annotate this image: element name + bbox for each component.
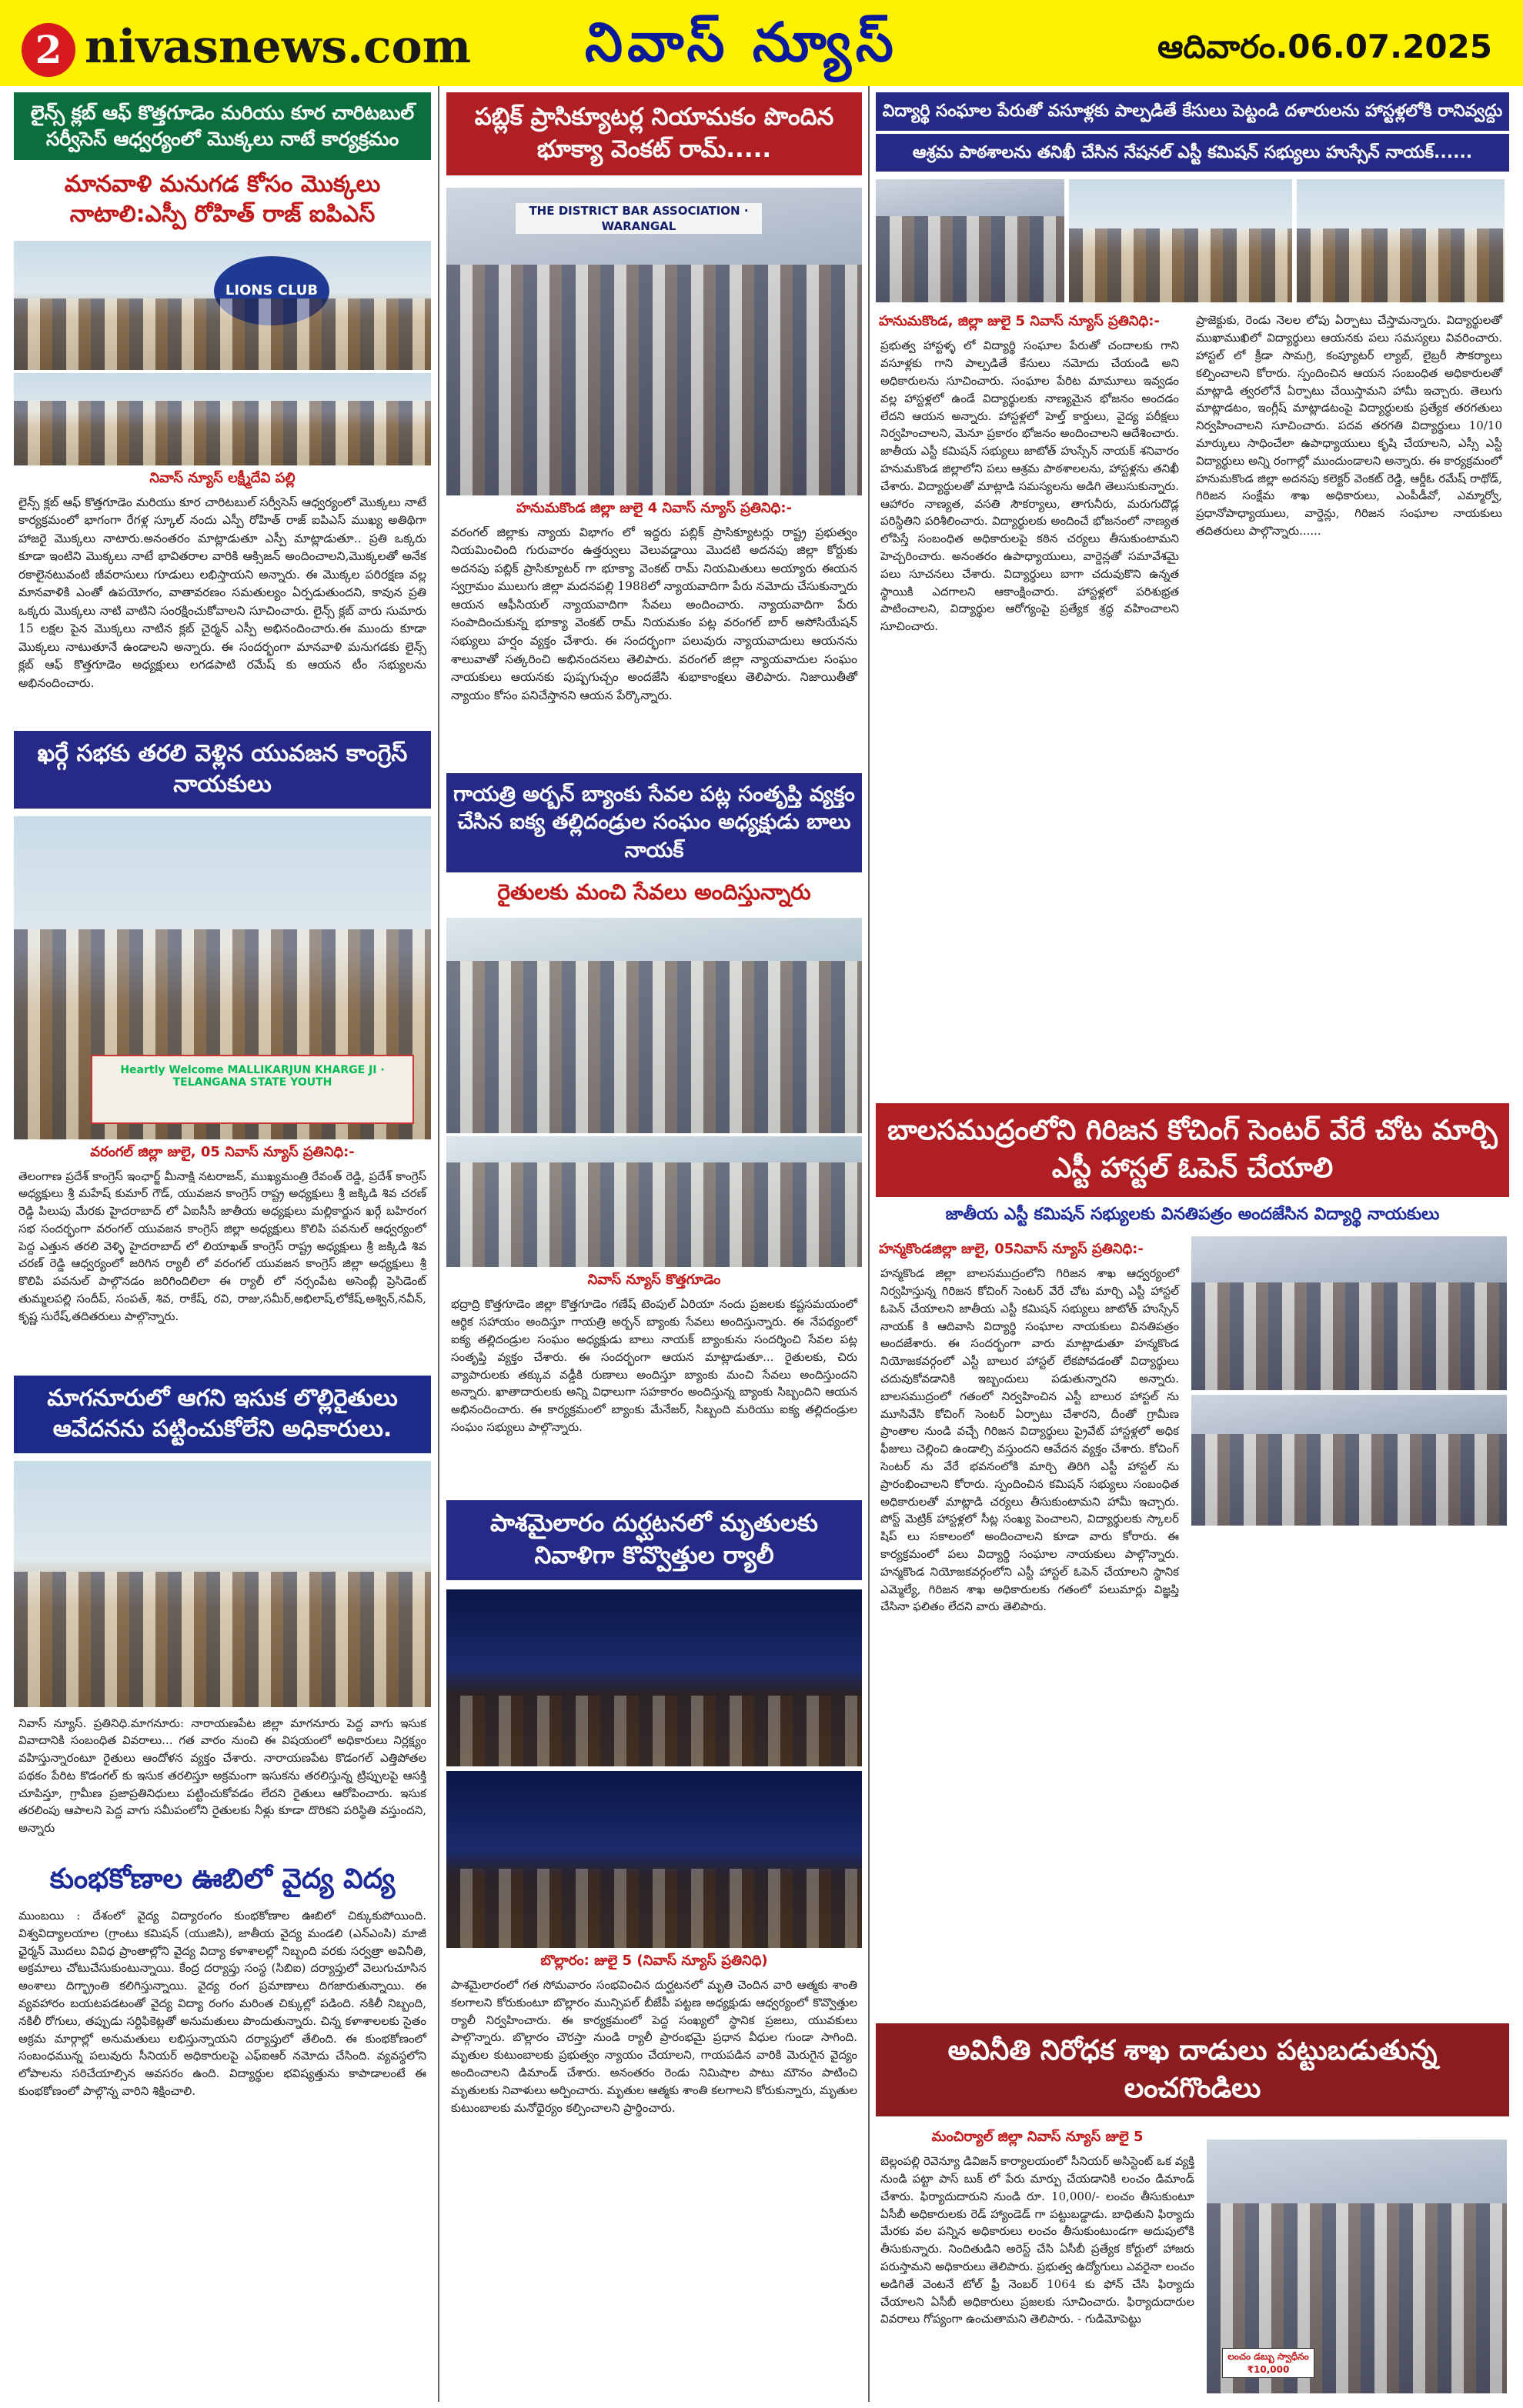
rally-photo-2 xyxy=(446,1771,862,1948)
page-number: 2 xyxy=(22,23,75,77)
acb-photo xyxy=(1207,2140,1507,2393)
rally-headline: పాశమైలారం దుర్ఘటనలో మృతులకు నివాళిగా కొవ్వొత్తుల ర్యాలీ xyxy=(446,1500,862,1580)
website-name: nivasnews.com xyxy=(85,20,472,74)
sand-photo xyxy=(14,1461,431,1707)
coaching-dateline: హన్మకొండజిల్లా జులై, 05నివాస్ న్యూస్ ప్రతినిధి:- xyxy=(879,1241,1144,1258)
hostel-headline-1: విద్యార్థి సంఘాల పేరుతో వసూళ్లకు పాల్పడితే కేసులు పెట్టండి దళారులను హాస్టళ్లలోకి రానివ్వద్దు xyxy=(876,92,1509,131)
coaching-body: హన్మకొండ జిల్లా బాలసముద్రంలోని గిరిజన శాఖ ఆధ్వర్యంలో నిర్వహిస్తున్న గిరిజన కోచింగ్ సెంటర్ వేరే చోట మార్చి ఎస్టీ హాస్టల్ ఓపెన్ చేయాలని జాతీయ ఎస్టీ కమిషన్ సభ్యులు జాటోత్ హుస్సేన్ నాయక్ కి ఆదివాసి విద్యార్థి సంఘాల నాయకులు వినతిపత్రం అందజేశారు. ఈ సందర్భంగా వారు మాట్లాడుతూ హన్మకొండ నియోజకవర్గంలో ఎస్టీ బాలుర హాస్టల్ లేకపోవడంతో విద్యార్థులు చదువుకోవడానికి ఇబ్బందులు పడుతున్నారని అన్నారు. బాలసముద్రంలో గతంలో నిర్వహించిన ఎస్టీ బాలుర హాస్టల్ ను మూసివేసి కోచింగ్ సెంటర్ ఏర్పాటు చేశారని, దీంతో గ్రామీణ ప్రాంతాల నుండి వచ్చే గిరిజన విద్యార్థులు ప్రైవేట్ హాస్టళ్లలో అధిక ఫీజులు చెల్లించి ఉండాల్సి వస్తుందని ఆవేదన వ్యక్తం చేశారు. కోచింగ్ సెంటర్ ను వేరే భవనంలోకి మార్చి తిరిగి ఎస్టీ హాస్టల్ ను ప్రారంభించాలని కోరారు. స్పందించిన కమిషన్ సభ్యులు సంబంధిత అధికారులతో మాట్లాడి చర్యలు తీసుకుంటామని హామీ ఇచ్చారు. పోస్ట్ మెట్రిక్ హాస్టళ్లలో సీట్ల సంఖ్య పెంచాలని, విద్యార్థులకు స్కాలర్ షిప్ లు సకాలంలో అందించాలని కూడా వారు కోరారు. ఈ కార్యక్రమంలో పలు విద్యార్థి సంఘాల నాయకులు పాల్గొన్నారు. హన్మకొండ నియోజకవర్గంలోని ఎస్టీ హాస్టల్ ఓపెన్ చేయాలని స్థానిక ఎమ్మెల్యే, గిరిజన శాఖ అధికారులకు గతంలో పలుమార్లు విజ్ఞప్తి చేసినా ఫలితం లేదని వారు తెలిపారు. xyxy=(880,1266,1180,1614)
hostel-photo-2 xyxy=(1069,179,1292,302)
rally-body: పాశమైలారంలో గత సోమవారం సంభవించిన దుర్ఘటనలో మృతి చెందిన వారి ఆత్మకు శాంతి కలగాలని కోరుకుంటూ బొల్లారం మున్సిపల్ బీజేపీ పట్టణ అధ్యక్షుడు ఆధ్వర్యంలో కొవ్వొత్తుల ర్యాలీ నిర్వహించారు. ఈ కార్యక్రమంలో పెద్ద సంఖ్యలో స్థానిక ప్రజలు, యువకులు పాల్గొన్నారు. బొల్లారం చౌరస్తా నుండి ర్యాలీ ప్రారంభమై ప్రధాన వీధుల గుండా సాగింది. మృతుల కుటుంబాలకు ప్రభుత్వం న్యాయం చేయాలని, గాయపడిన వారికి మెరుగైన వైద్యం అందించాలని డిమాండ్ చేశారు. అనంతరం రెండు నిమిషాల పాటు మౌనం పాటించి మృతులకు నివాళులు అర్పించారు. మృతుల ఆత్మకు శాంతి కలగాలని కోరుకున్నారు, మృతుల కుటుంబాలకు మనోధైర్యం కల్పించాలని ప్రార్థించారు. xyxy=(451,1978,857,2115)
lions-headline: లైన్స్ క్లబ్ ఆఫ్ కొత్తగూడెం మరియు కూర చారిటబుల్ సర్వీసెస్ ఆధ్వర్యంలో మొక్కలు నాటే కార్యక్రమం xyxy=(14,92,431,160)
hostel-body-left: ప్రభుత్వ హాస్టళ్ళ లో విద్యార్థి సంఘాల పేరుతో చందాలకు గాని వసూళ్లకు గాని పాల్పడితే కేసులు నమోదు చేయండి అని అధికారులను సూచించారు. సంఘాల పేరిట మామూలు ఇవ్వడం వల్ల హాస్టళ్లలో ఉండే విద్యార్థులకు నాణ్యమైన భోజనం అందడం లేదని ఆయన అన్నారు. హాస్టళ్లలో హెల్త్ కార్డులు, వైద్య పరీక్షలు నిర్వహించాలని, మెనూ ప్రకారం భోజనం అందించాలని ఆదేశించారు. జాతీయ ఎస్టీ కమిషన్ సభ్యులు జాటోత్ హుస్సేన్ నాయక్ శనివారం హనుమకొండ జిల్లాలోని పలు ఆశ్రమ పాఠశాలలను, హాస్టళ్లను తనిఖీ చేశారు. విద్యార్థులతో మాట్లాడి సమస్యలను అడిగి తెలుసుకున్నారు. ఆహారం నాణ్యత, వసతి సౌకర్యాలు, తాగునీరు, మరుగుదొడ్ల పరిస్థితిని పరిశీలించారు. విద్యార్థులకు అందించే భోజనంలో నాణ్యత లోపిస్తే సంబంధిత అధికారులపై కఠిన చర్యలు తీసుకుంటామని హెచ్చరించారు. అనంతరం ఉపాధ్యాయులు, వార్డెన్లతో సమావేశమై పలు సూచనలు చేశారు. విద్యార్థులు బాగా చదువుకొని ఉన్నత స్థాయికి ఎదగాలని ఆకాంక్షించారు. హాస్టళ్లలో పరిశుభ్రత పాటించాలని, విద్యార్థుల ఆరోగ్యంపై ప్రత్యేక శ్రద్ధ వహించాలని సూచించారు. xyxy=(880,339,1179,634)
prosecutor-dateline: హనుమకొండ జిల్లా జులై 4 నివాస్ న్యూస్ ప్రతినిధి:- xyxy=(516,499,793,516)
column-middle xyxy=(446,86,862,2402)
lions-photo-2 xyxy=(14,373,431,465)
gayatri-headline: గాయత్రి అర్బన్ బ్యాంకు సేవల పట్ల సంతృప్తి వ్యక్తం చేసిన ఐక్య తల్లిదండ్రుల సంఘం అధ్యక్షుడు బాలు నాయక్ xyxy=(446,773,862,872)
acb-headline: అవినీతి నిరోధక శాఖ దాడులు పట్టుబడుతున్న లంచగొండిలు xyxy=(876,2023,1509,2116)
lions-photo-banner: LIONS CLUB xyxy=(214,256,329,325)
sand-dateline: నివాస్ న్యూస్. ప్రతినిధి.మాగనూరు: xyxy=(18,1716,185,1730)
gayatri-subhead: రైతులకు మంచి సేవలు అందిస్తున్నారు xyxy=(446,872,862,915)
hostel-photo-3 xyxy=(1297,179,1505,302)
kharge-dateline: వరంగల్ జిల్లా జులై, 05 నివాస్ న్యూస్ ప్రతినిధి:- xyxy=(90,1143,355,1160)
hostel-photo-1 xyxy=(876,179,1064,302)
lions-dateline: నివాస్ న్యూస్ లక్ష్మీదేవి పల్లి xyxy=(149,469,296,486)
lions-body: లైన్స్ క్లబ్ ఆఫ్ కొత్తగూడెం మరియు కూర చారిటబుల్ సర్వీసెస్ ఆధ్వర్యంలో మొక్కలు నాటే కార్యక్రమంలో భాగంగా రేగళ్ల స్కూల్ నందు ఎస్పీ రోహిత్ రాజ్ ఐపిఎస్ ముఖ్య అతిథిగా హాజరై మొక్కలు నాటారు.అనంతరం మాట్లాడుతూ ఎస్పీ మాట్లాడుతూ.. ప్రతి ఒక్కరు కూడా ఇంటిని మొక్కలు నాటే భావితరాల వారికి ఆక్సిజన్ అందించాలని,మొక్కలతో అనేక రకాలైనటువంటి జీవరాసులు గూడులు లభిస్తాయని అన్నారు. ఈ మొక్కల పరిరక్షణ వల్ల మానవాళికి ఎంతో ఉపయోగం, వాతావరణం సమతుల్యం ఏర్పడుతుందని, కావున ప్రతి ఒక్కరు మొక్కలు నాటి వాటిని సంరక్షించుకోవాలని సూచించారు. లైన్స్ క్లబ్ వారు సుమారు 15 లక్షల పైన మొక్కలు నాటిన క్లబ్ చైర్మన్ ఎస్పీ అభినందించారు.ఈ ముందు కూడా మొక్కలు నాటుతూనే ఉండాలని అన్నారు. ఈ సందర్భంగా మానవాళి మనుగడకు లైన్స్ క్లబ్ ఆఫ్ కొత్తగూడెం అధ్యక్షులు లగడపాటి రమేష్ కు ఆయన టీం సభ్యులను అభినందించారు. xyxy=(18,495,426,690)
acb-dateline: మంచిర్యాల్ జిల్లా నివాస్ న్యూస్ జులై 5 xyxy=(931,2129,1144,2146)
sand-headline: మాగనూరులో ఆగని ఇసుక లొల్లిరైతులు ఆవేదనను పట్టించుకోలేని అధికారులు. xyxy=(14,1376,431,1453)
kharge-headline: ఖర్గే సభకు తరలి వెళ్లిన యువజన కాంగ్రెస్ నాయకులు xyxy=(14,731,431,809)
column-left xyxy=(14,86,431,2402)
kumbh-headline: కుంభకోణాల ఊబిలో వైద్య విద్య xyxy=(14,1855,431,1905)
kharge-body: తెలంగాణ ప్రదేశ్ కాంగ్రెస్ ఇంఛార్జ్ మీనాక్షి నటరాజన్, ముఖ్యమంత్రి రేవంత్ రెడ్డి, ప్రదేశ్ కాంగ్రెస్ అధ్యక్షులు శ్రీ మహేష్ కుమార్ గౌడ్, యువజన కాంగ్రెస్ రాష్ట్ర అధ్యక్షులు శ్రీ జక్కిడి శివ చరణ్ రెడ్డి పిలుపు మేరకు హైదరాబాద్ లో ఏఐసీసీ జాతీయ అధ్యక్షులు మల్లికార్జున ఖర్గే బహిరంగ సభ సందర్భంగా వరంగల్ యువజన కాంగ్రెస్ జిల్లా అధ్యక్షులు కొలిపి పవనుల్ ఆధ్వర్యంలో పెద్ద ఎత్తున తరలి వెళ్ళి హైదరాబాద్ లో లియాఖత్ కాంగ్రెస్ రాష్ట్ర అధ్యక్షులు శ్రీ జక్కిడి శివ చరణ్ రెడ్డి ఆధ్వర్యంలో జరిగిన ర్యాలీ లో వరంగల్ యువజన కాంగ్రెస్ జిల్లా అధ్యక్షులు శ్రీ కొలిపి పవనుల్ పాల్గొనడం జరిగిందిలిలా ఈ ర్యాలీ లో నర్సంపేట అసెంబ్లీ ప్రెసిడెంట్ తుమ్మలపల్లి సందీప్, సంపత్, శివ, రాకేష్, రవి, రాజు,సమీర్,అభిలాష్,లోకేష్,అశ్విన్,నవీన్, కృష్ణ సురేష్,తదితరులు పాల్గొన్నారు. xyxy=(18,1169,426,1323)
lions-subhead: మానవాళి మనుగడ కోసం మొక్కలు నాటాలి:ఎస్పీ రోహిత్ రాజ్ ఐపిఎస్ xyxy=(14,163,431,238)
coaching-subhead: జాతీయ ఎస్టీ కమిషన్ సభ్యులకు వినతిపత్రం అందజేసిన విద్యార్థి నాయకులు xyxy=(876,1197,1509,1232)
hostel-body-right: ప్రాజెక్టుకు, రెండు నెలల లోపు ఏర్పాటు చేస్తామన్నారు. విద్యార్థులతో ముఖాముఖిలో విద్యార్థులు ఆయనకు పలు సమస్యలు వివరించారు. హాస్టల్ లో క్రీడా సామగ్రి, కంప్యూటర్ ల్యాబ్, లైబ్రరీ సౌకర్యాలు కల్పించాలని కోరారు. స్పందించిన ఆయన సంబంధిత అధికారులతో మాట్లాడి త్వరలోనే ఏర్పాటు చేయిస్తామని హామీ ఇచ్చారు. తెలుగు మాట్లాడటం, ఇంగ్లీష్ మాట్లాడటంపై విద్యార్థులకు ప్రత్యేక తరగతులు నిర్వహించాలని సూచించారు. పదవ తరగతి విద్యార్థులు 10/10 మార్కులు సాధించేలా ఉపాధ్యాయులు కృషి చేయాలని, ఎస్సీ ఎస్టీ విద్యార్థులు అన్ని రంగాల్లో ముందుండాలని అన్నారు. ఈ కార్యక్రమంలో హనుమకొండ జిల్లా అదనపు కలెక్టర్ వెంకట్ రెడ్డి, ఆర్డీఓ రమేష్ రాథోడ్, గిరిజన సంక్షేమ శాఖ అధికారులు, ఎంపీడీవో, ఎమ్మార్వో, ప్రధానోపాధ్యాయులు, వార్డెన్లు, గిరిజన సంఘాల నాయకులు తదితరులు పాల్గొన్నారు...... xyxy=(1196,313,1502,538)
acb-photo-caption: లంచం డబ్బు స్వాధీనం ₹10,000 xyxy=(1222,2348,1314,2378)
prosecutor-headline: పబ్లిక్ ప్రాసిక్యూటర్ల నియామకం పొందిన భూక్యా వెంకట్ రామ్..... xyxy=(446,92,862,175)
masthead xyxy=(0,0,1523,86)
kharge-photo-banner: Heartly Welcome MALLIKARJUN KHARGE JI · TELANGANA STATE YOUTH xyxy=(91,1055,414,1124)
coaching-photo-2 xyxy=(1191,1395,1507,1526)
prosecutor-photo xyxy=(446,188,862,495)
column-divider xyxy=(438,86,439,2402)
acb-section xyxy=(876,2023,1509,2400)
column-divider xyxy=(868,86,870,2402)
gayatri-photo-1 xyxy=(446,918,862,1133)
gayatri-dateline: నివాస్ న్యూస్ కొత్తగూడెం xyxy=(587,1272,721,1289)
prosecutor-photo-banner: THE DISTRICT BAR ASSOCIATION · WARANGAL xyxy=(516,203,762,234)
paper-name: నివాస్ న్యూస్ xyxy=(585,11,898,74)
rally-dateline: బొల్లారం: జులై 5 (నివాస్ న్యూస్ ప్రతినిధి) xyxy=(540,1953,768,1969)
acb-body: బెల్లంపల్లి రెవెన్యూ డివిజన్ కార్యాలయంలో సీనియర్ అసిస్టెంట్ ఒక వ్యక్తి నుండి పట్టా పాస్ బుక్ లో పేరు మార్పు చేయడానికి లంచం డిమాండ్ చేశారు. ఫిర్యాదుదారుని నుండి రూ. 10,000/- లంచం తీసుకుంటూ ఏసీబీ అధికారులకు రెడ్ హ్యాండెడ్ గా పట్టుబడ్డాడు. బాధితుని ఫిర్యాదు మేరకు వల పన్నిన అధికారులు లంచం తీసుకుంటుండగా అదుపులోకి తీసుకున్నారు. నిందితుడిని అరెస్ట్ చేసి ఏసీబీ ప్రత్యేక కోర్టులో హాజరు పరుస్తామని అధికారులు తెలిపారు. ప్రభుత్వ ఉద్యోగులు ఎవరైనా లంచం అడిగితే వెంటనే టోల్ ఫ్రీ నెంబర్ 1064 కు ఫోన్ చేసి ఫిర్యాదు చేయాలని ఏసీబీ అధికారులు ప్రజలకు సూచించారు. ఫిర్యాదుదారుల వివరాలు గోప్యంగా ఉంచుతామని తెలిపారు. - గుడిమోపెట్టు xyxy=(880,2154,1194,2326)
kumbh-body: ముంబయి : దేశంలో వైద్య విద్యారంగం కుంభకోణాల ఊబిలో చిక్కుకుపోయింది. విశ్వవిద్యాలయాల (గ్రాంటు కమిషన్ (యుజిసి), జాతీయ వైద్య మండలి (ఎన్ఎంసి) మాజీ ఛైర్మన్ మొదలు వివిధ ప్రాంతాల్లోని వైద్య విద్యా కళాశాలల్లో నిబ్బంది వరకు సర్వత్రా అవినీతి, అక్రమాలు చోటుచేసుకుంటున్నాయి. కేంద్ర దర్యాప్తు సంస్థ (సిబిఐ) దర్యాప్తులో వెలుగుచూసిన అంశాలు దిగ్భ్రాంతి కలిగిస్తున్నాయి. వైద్య రంగ ప్రమాణాలు దిగజారుతున్నాయి. ఈ వ్యవహారం బయటపడటంతో వైద్య విద్యా రంగం మరింత చిక్కుల్లో పడింది. నకిలీ నిబ్బంది, నకిలీ రోగులు, తప్పుడు సర్టిఫికెట్లతో అనుమతులు పొందుతున్నారు. చిన్న కళాశాలలకు సైతం అక్రమ మార్గాల్లో అనుమతులు లభిస్తున్నాయని దర్యాప్తులో తేలింది. ఈ కుంభకోణంలో సంబంధమున్న పలువురు సీనియర్ అధికారులపై ఎఫ్ఐఆర్ నమోదు చేసింది. వ్యవస్థలోని లోపాలను సరిచేయాల్సిన అవసరం ఉంది. విద్యార్థుల భవిష్యత్తును కాపాడాలంటే ఈ కుంభకోణంలో పాల్గొన్న వారిని శిక్షించాలి. xyxy=(18,1909,426,2099)
coaching-headline: బాలసముద్రంలోని గిరిజన కోచింగ్ సెంటర్ వేరే చోట మార్చి ఎస్టీ హాస్టల్ ఓపెన్ చేయాలి xyxy=(876,1103,1509,1196)
lions-photo-1 xyxy=(14,241,431,370)
prosecutor-body: వరంగల్ జిల్లాకు న్యాయ విభాగం లో ఇద్దరు పబ్లిక్ ప్రాసిక్యూటర్లు రాష్ట్ర ప్రభుత్వం నియమించింది గురువారం ఉత్తర్వులు వెలువడ్డాయి మొదటి అదనపు జిల్లా కోర్టుకు అదనపు పబ్లిక్ ప్రాసిక్యూటర్ గా భూక్యా వెంకట్ రామ్ నియమితులు అయ్యారు ఈయన స్వగ్రామం ములుగు జిల్లా మదనపల్లి 1988లో న్యాయవాదిగా పేరు నమోదు చేసుకున్నారు ఆయన ఆఫీసియల్ న్యాయవాదిగా సేవలు అందించారు. న్యాయవాదిగా పేరు సంపాదించుకున్న భూక్యా వెంకట్ రామ్ నియమకం పట్ల వరంగల్ బార్ అసోసియేషన్ సభ్యులు హర్షం వ్యక్తం చేశారు. ఈ సందర్భంగా పలువురు న్యాయవాదులు ఆయనను శాలువాతో సత్కరించి అభినందనలు తెలిపారు. వరంగల్ జిల్లా న్యాయవాదుల సంఘం నాయకులు ఆయనకు పుష్పగుచ్చం అందజేసి శుభాకాంక్షలు తెలిపారు. నిజాయితీతో న్యాయం కోసం పనిచేస్తానని ఆయన పేర్కొన్నారు. xyxy=(451,525,857,702)
gayatri-body: భద్రాద్రి కొత్తగూడెం జిల్లా కొత్తగూడెం గణేష్ టెంపుల్ ఏరియా నందు ప్రజలకు కష్టసమయంలో ఆర్థిక సహాయం అందిస్తూ గాయత్రి అర్బన్ బ్యాంకు సేవలు అందిస్తున్నారు. ఈ నేపథ్యంలో ఐక్య తల్లిదండ్రుల సంఘం అధ్యక్షుడు బాలు నాయక్ బ్యాంకును సందర్శించి సేవల పట్ల సంతృప్తి వ్యక్తం చేశారు. ఈ సందర్భంగా ఆయన మాట్లాడుతూ... రైతులకు, చిరు వ్యాపారులకు తక్కువ వడ్డీకి రుణాలు అందిస్తూ బ్యాంకు మంచి సేవలు అందిస్తుందని అన్నారు. ఖాతాదారులకు అన్ని విధాలుగా సహకారం అందిస్తున్న బ్యాంకు సిబ్బందిని ఆయన అభినందించారు. ఈ కార్యక్రమంలో బ్యాంకు మేనేజర్, సిబ్బంది మరియు ఐక్య తల్లిదండ్రుల సంఘం సభ్యులు పాల్గొన్నారు. xyxy=(451,1297,857,1434)
hostel-dateline: హనుమకొండ, జిల్లా జులై 5 నివాస్ న్యూస్ ప్రతినిధి:- xyxy=(879,313,1160,330)
kharge-photo xyxy=(14,816,431,1139)
issue-date: ఆదివారం.06.07.2025 xyxy=(1157,28,1492,65)
hostel-headline-2: ఆశ్రమ పాఠశాలను తనిఖీ చేసిన నేషనల్ ఎస్టీ కమిషన్ సభ్యులు హుస్సేన్ నాయక్...... xyxy=(876,134,1509,172)
gayatri-photo-2 xyxy=(446,1136,862,1267)
rally-photo-1 xyxy=(446,1589,862,1766)
sand-body: నారాయణపేట జిల్లా మాగనూరు పెద్ద వాగు ఇసుక వివాదానికి సంబంధిత వివరాలు... గత వారం నుంచి ఈ విషయంలో అధికారులు నిర్లక్ష్యం వహిస్తున్నారంటూ రైతులు ఆందోళన వ్యక్తం చేశారు. నారాయణపేట కొడంగల్ ఎత్తిపోతల పథకం పేరిట కొడంగల్ కు ఇసుక తరలిస్తూ అక్రమంగా ఇసుకను తరలిస్తున్న ట్రిప్పులపై ఆసక్తి చూపిస్తూ, గ్రామీణ ప్రజాప్రతినిధులు పట్టించుకోవడం లేదని రైతులు ఆరోపించారు. ఇసుక తరలింపు ఆపాలని పెద్ద వాగు సమీపంలోని రైతులకు నీళ్లు కూడా దొరికని పరిస్థితి వస్తుందని, అన్నారు xyxy=(18,1716,426,1836)
coaching-photo-1 xyxy=(1191,1236,1507,1390)
